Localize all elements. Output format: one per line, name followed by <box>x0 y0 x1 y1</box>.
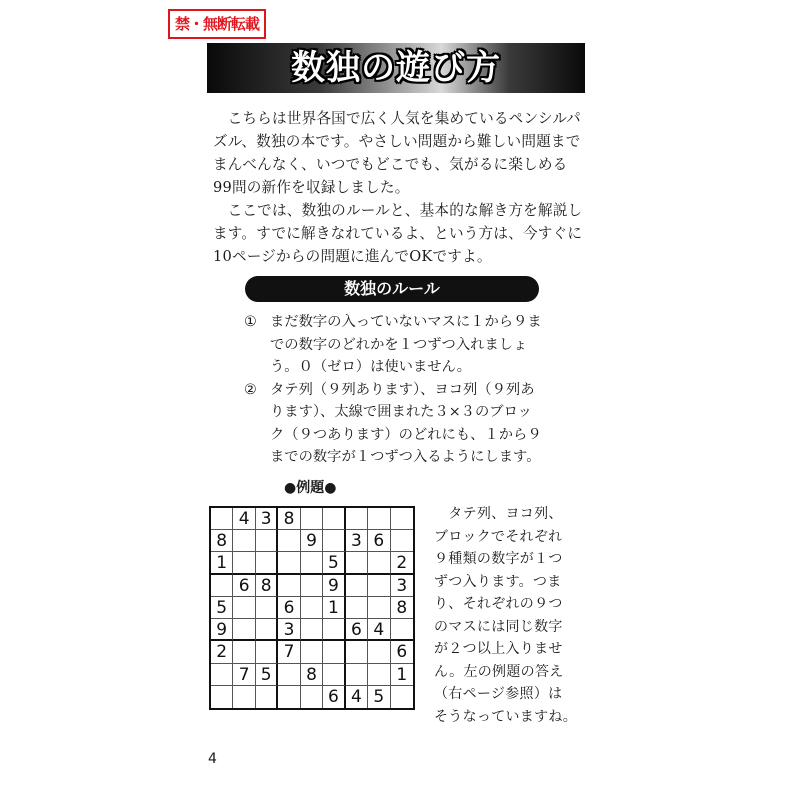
grid-cell <box>233 597 255 619</box>
grid-cell: 7 <box>278 641 300 663</box>
grid-cell: 3 <box>391 575 413 597</box>
grid-cell: 7 <box>233 664 255 686</box>
grid-cell: 3 <box>256 508 278 530</box>
grid-cell <box>346 552 368 574</box>
grid-cell <box>368 597 390 619</box>
grid-cell <box>391 686 413 708</box>
grid-cell <box>211 508 233 530</box>
rules-heading: 数独のルール <box>245 276 539 302</box>
grid-cell: 6 <box>278 597 300 619</box>
intro-paragraph: こちらは世界各国で広く人気を集めているペンシルパズル、数独の本です。やさしい問題から難しい問題までまんべんなく、いつでもどこでも、気がるに楽しめる99問の新作を収録しました。 <box>213 110 581 196</box>
grid-cell: 9 <box>301 530 323 552</box>
intro-paragraph: ここでは、数独のルールと、基本的な解き方を解説します。すでに解きなれているよ、という方は、今すぐに10ページからの問題に進んでOKですよ。 <box>213 202 583 265</box>
grid-cell: 9 <box>211 619 233 641</box>
grid-cell <box>346 597 368 619</box>
grid-cell <box>256 530 278 552</box>
rule-text: まだ数字の入っていないマスに１から９までの数字のどれかを１つずつ入れましょう。０（ゼロ）は使いません。 <box>270 314 542 375</box>
grid-cell <box>301 508 323 530</box>
rule-number: ② <box>244 381 257 398</box>
page-number: 4 <box>208 751 217 767</box>
grid-cell <box>301 641 323 663</box>
grid-cell <box>233 686 255 708</box>
grid-cell <box>256 619 278 641</box>
grid-cell: 2 <box>391 552 413 574</box>
grid-cell <box>278 552 300 574</box>
grid-cell <box>233 552 255 574</box>
grid-cell <box>233 530 255 552</box>
sudoku-grid <box>209 506 415 710</box>
grid-cell: 8 <box>256 575 278 597</box>
grid-cell <box>346 575 368 597</box>
grid-cell: 8 <box>301 664 323 686</box>
grid-cell <box>323 619 345 641</box>
grid-cell: 5 <box>368 686 390 708</box>
grid-cell <box>301 597 323 619</box>
grid-cell: 3 <box>346 530 368 552</box>
title-banner <box>207 43 585 93</box>
grid-cell: 6 <box>233 575 255 597</box>
no-reproduction-stamp: 禁・無断転載 <box>168 9 266 39</box>
grid-cell <box>256 597 278 619</box>
grid-cell: 1 <box>323 597 345 619</box>
grid-cell <box>278 686 300 708</box>
grid-cell <box>346 508 368 530</box>
grid-cell <box>301 686 323 708</box>
grid-cell: 5 <box>323 552 345 574</box>
grid-cell: 6 <box>346 619 368 641</box>
grid-cell <box>233 619 255 641</box>
grid-cell <box>391 619 413 641</box>
grid-cell <box>278 664 300 686</box>
grid-cell <box>368 575 390 597</box>
grid-cell: 4 <box>346 686 368 708</box>
grid-cell: 8 <box>278 508 300 530</box>
grid-cell <box>233 641 255 663</box>
example-label: ●例題● <box>284 480 337 496</box>
grid-cell: 1 <box>211 552 233 574</box>
grid-cell: 2 <box>211 641 233 663</box>
grid-cell <box>368 552 390 574</box>
grid-cell: 5 <box>256 664 278 686</box>
rules-list <box>244 311 544 469</box>
grid-cell: 3 <box>278 619 300 641</box>
rule-item <box>244 311 544 379</box>
page-title: 数独の遊び方 <box>291 48 501 88</box>
grid-cell <box>211 686 233 708</box>
grid-cell <box>301 619 323 641</box>
grid-cell <box>211 664 233 686</box>
rule-number: ① <box>244 314 257 330</box>
grid-cell <box>368 641 390 663</box>
intro-text <box>213 107 585 268</box>
grid-cell <box>256 552 278 574</box>
grid-cell: 8 <box>391 597 413 619</box>
grid-cell: 5 <box>211 597 233 619</box>
grid-cell <box>256 686 278 708</box>
grid-cell <box>368 664 390 686</box>
grid-cell <box>301 575 323 597</box>
grid-cell <box>278 575 300 597</box>
grid-cell <box>211 575 233 597</box>
rule-text: タテ列（９列あります）、ヨコ列（９列あります）、太線で囲まれた３×３のブロック（９つあります）のどれにも、１から９までの数字が１つずつ入るようにします。 <box>270 381 542 465</box>
grid-cell <box>323 508 345 530</box>
grid-cell <box>323 664 345 686</box>
grid-cell: 4 <box>368 619 390 641</box>
grid-cell <box>323 530 345 552</box>
grid-cell: 6 <box>323 686 345 708</box>
grid-cell: 4 <box>233 508 255 530</box>
grid-cell <box>346 641 368 663</box>
grid-cell <box>391 530 413 552</box>
grid-cell: 1 <box>391 664 413 686</box>
grid-cell <box>346 664 368 686</box>
rule-item <box>244 379 544 469</box>
grid-cell <box>278 530 300 552</box>
grid-cell: 8 <box>211 530 233 552</box>
grid-cell <box>256 641 278 663</box>
grid-cell: 6 <box>368 530 390 552</box>
grid-cell <box>368 508 390 530</box>
grid-cell <box>391 508 413 530</box>
grid-cell <box>323 641 345 663</box>
grid-cell: 9 <box>323 575 345 597</box>
grid-cell: 6 <box>391 641 413 663</box>
grid-cell <box>301 552 323 574</box>
explanation-text: タテ列、ヨコ列、 ブロックでそれぞれ ９種類の数字が１つ ずつ入ります。つま り、それぞれの９つ のマスには同じ数字 が２つ以上入りませ ん。左の例題の答え （右ページ参照）は そうなっていますね。 <box>434 506 577 725</box>
